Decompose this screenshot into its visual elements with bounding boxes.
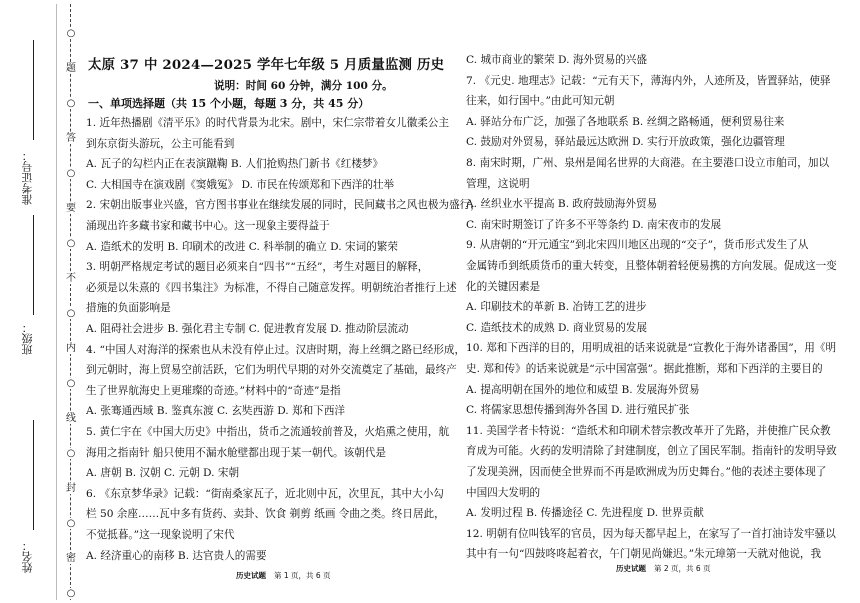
seal-char: 不: [66, 273, 76, 284]
text-line: 5. 黄仁宇在《中国大历史》中指出，货币之流通较前普及，火焰熏之使用，航: [86, 426, 450, 438]
exam-title: 太原 37 中 2024—2025 学年七年级 5 月质量监测 历史: [88, 57, 445, 73]
name-label: 姓名：: [21, 540, 34, 573]
text-line: 必须是以朱熹的《四书集注》为标准，不得自己随意发挥。明朝统治者推行上述: [86, 281, 457, 294]
text-line: A. 造纸术的发明 B. 印刷术的改进 C. 科举制的确立 D. 宋词的繁荣: [86, 240, 398, 253]
text-line: 育成为可能。火药的发明清除了封建制度，创立了国民军制。指南针的发明导致: [466, 445, 837, 458]
seal-char: 线: [66, 413, 76, 424]
text-line: A. 发明过程 B. 传播途径 C. 先进程度 D. 世界贡献: [466, 507, 704, 520]
text-line: A. 经济重心的南移 B. 达官贵人的需要: [86, 549, 267, 562]
text-line: 6. 《东京梦华录》记载：“街南桑家瓦子，近北则中瓦，次里瓦，其中大小勾: [86, 487, 444, 500]
seal-circle: ○: [66, 588, 76, 599]
text-line: C. 将儒家思想传播到海外各国 D. 进行殖民扩张: [466, 404, 690, 417]
footer-subject: 历史试题: [236, 571, 266, 580]
text-line: A. 提高明朝在国外的地位和威望 B. 发展海外贸易: [466, 383, 700, 396]
text-line: 措施的负面影响是: [86, 302, 171, 315]
text-line: 中国四大发明的: [466, 486, 541, 499]
seal-char: 答: [66, 133, 76, 144]
text-line: C. 南宋时期签订了许多不平等条约 D. 南宋夜市的发展: [466, 218, 722, 231]
text-line: A. 阻碍社会进步 B. 强化君主专制 C. 促进教育发展 D. 推动阶层流动: [86, 323, 409, 335]
text-line: 金属铸币到纸质货币的重大转变，且整体朝着轻便易携的方向发展。促成这一变: [466, 260, 837, 272]
class-label: 班级：: [21, 322, 34, 355]
text-line: 到元朝时，海上贸易空前活跃，它们为明代早期的对外交流奠定了基础，最终产: [86, 364, 457, 377]
exam-page-1: [86, 0, 481, 603]
footer-subject: 历史试题: [616, 564, 646, 573]
text-line: 2. 宋朝出版事业兴盛，官方图书事业在继续发展的同时，民间藏书之风也极为盛行，: [86, 199, 481, 212]
text-line: 往来，如行国中。”由此可知元朝: [466, 95, 615, 108]
text-line: A. 张骞通西域 B. 鉴真东渡 C. 玄奘西游 D. 郑和下西洋: [86, 405, 346, 418]
class-line: [33, 215, 34, 315]
text-line: A. 唐朝 B. 汉朝 C. 元朝 D. 宋朝: [86, 467, 240, 480]
name-line: [33, 420, 34, 530]
text-line: 9. 从唐朝的“开元通宝”到北宋四川地区出现的“交子”，货币形式发生了从: [466, 239, 809, 252]
seal-char: 密: [66, 553, 76, 564]
page-2-footer: [616, 563, 711, 574]
seal-circle: ○: [66, 98, 76, 109]
seal-circle: ○: [66, 518, 76, 529]
text-line: 10. 郑和下西洋的目的，用明成祖的话来说就是“宣教化于海外诸番国”，用《明: [466, 342, 837, 355]
exam-number-line: [33, 40, 34, 140]
text-line: A. 瓦子的勾栏内正在表演蹴鞠 B. 人们抢购热门新书《红楼梦》: [86, 158, 384, 171]
seal-line: [70, 4, 71, 600]
seal-circle: ○: [66, 238, 76, 249]
text-line: C. 鼓励对外贸易，驿站最远达欧洲 D. 实行开放政策，强化边疆管理: [466, 136, 785, 149]
seal-char: 封: [66, 483, 76, 494]
exam-instructions: 说明：时间 60 分钟，满分 100 分。: [214, 80, 393, 92]
text-line: A. 丝织业水平提高 B. 政府鼓励海外贸易: [466, 198, 658, 211]
text-line: C. 大相国寺在演戏剧《窦娥冤》 D. 市民在传颂郑和下西洋的壮举: [86, 178, 395, 191]
text-line: 到东京街头游玩，公主可能看到: [86, 137, 235, 150]
text-line: 史. 郑和传》的话来说就是“示中国富强”。据此推断，郑和下西洋的主要目的: [466, 363, 823, 375]
exam-page-2: [466, 0, 850, 603]
page-1-footer: [236, 570, 331, 581]
text-line: C. 城市商业的繁荣 D. 海外贸易的兴盛: [466, 54, 647, 66]
seal-char: 内: [66, 343, 76, 354]
text-line: 海用之指南针 船只使用不漏水舱壁都出现于某一朝代。该朝代是: [86, 446, 386, 459]
text-line: 8. 南宋时期，广州、泉州是闻名世界的大商港。在主要港口设立市舶司，加以: [466, 157, 830, 169]
text-line: 生了世界航海史上更璀璨的奇迹。”材料中的“奇迹”是指: [86, 384, 341, 397]
seal-char: 要: [66, 203, 76, 214]
seal-circle: ○: [66, 168, 76, 179]
text-line: A. 驿站分布广泛，加强了各地联系 B. 丝绸之路畅通，便利贸易往来: [466, 115, 785, 128]
section-heading: 一、单项选择题（共 15 个小题，每题 3 分，共 45 分）: [88, 97, 370, 110]
text-line: 栏 50 余座……瓦中多有货药、卖卦、饮食 剃剪 纸画 令曲之类。终日居此，: [86, 508, 445, 521]
seal-circle: ○: [66, 28, 76, 39]
text-line: 管理，这说明: [466, 177, 530, 190]
text-line: 1. 近年热播剧《清平乐》的时代背景为北宋。剧中，宋仁宗带着女儿徽柔公主: [86, 117, 450, 129]
exam-number-label: 准考证号：: [21, 150, 34, 205]
text-line: 7. 《元史. 地理志》记载：“元有天下，薄海内外，人迹所及，皆置驿站，使驿: [466, 74, 831, 87]
footer-page-number: 第 1 页，共 6 页: [274, 571, 331, 580]
seal-char: 题: [66, 63, 76, 74]
text-line: 了发现美洲，因而使全世界而不再是欧洲成为历史舞台。”他的表述主要体现了: [466, 466, 827, 478]
binding-margin: [0, 0, 84, 603]
text-line: A. 印刷技术的革新 B. 冶铸工艺的进步: [466, 301, 647, 314]
text-line: 11. 美国学者卡特说：“造纸术和印刷术替宗教改革开了先路，并使推广民众教: [466, 424, 831, 437]
text-line: 12. 明朝有位叫钱军的官员，因为每天都早起上，在家写了一首打油诗发牢骚以: [466, 527, 836, 540]
text-line: 不觉抵暮。”这一现象说明了宋代: [86, 529, 235, 541]
text-line: 涌现出许多藏书家和藏书中心。这一现象主要得益于: [86, 220, 330, 232]
seal-circle: ○: [66, 448, 76, 459]
text-line: 其中有一句“四鼓咚咚起着衣，午门朝见尚嫌迟。”朱元璋第一天就对他说，我: [466, 548, 822, 561]
text-line: 3. 明朝严格规定考试的题目必须来自“四书”“五经”，考生对题目的解释，: [86, 261, 429, 274]
margin-rule: [56, 4, 57, 600]
seal-circle: ○: [66, 308, 76, 319]
seal-circle: ○: [66, 378, 76, 389]
text-line: 化的关键因素是: [466, 280, 541, 293]
text-line: 4. “中国人对海洋的探索也从未没有停止过。汉唐时期，海上丝绸之路已经形成，: [86, 343, 466, 356]
text-line: C. 造纸技术的成熟 D. 商业贸易的发展: [466, 321, 647, 334]
footer-page-number: 第 2 页，共 6 页: [654, 564, 711, 573]
